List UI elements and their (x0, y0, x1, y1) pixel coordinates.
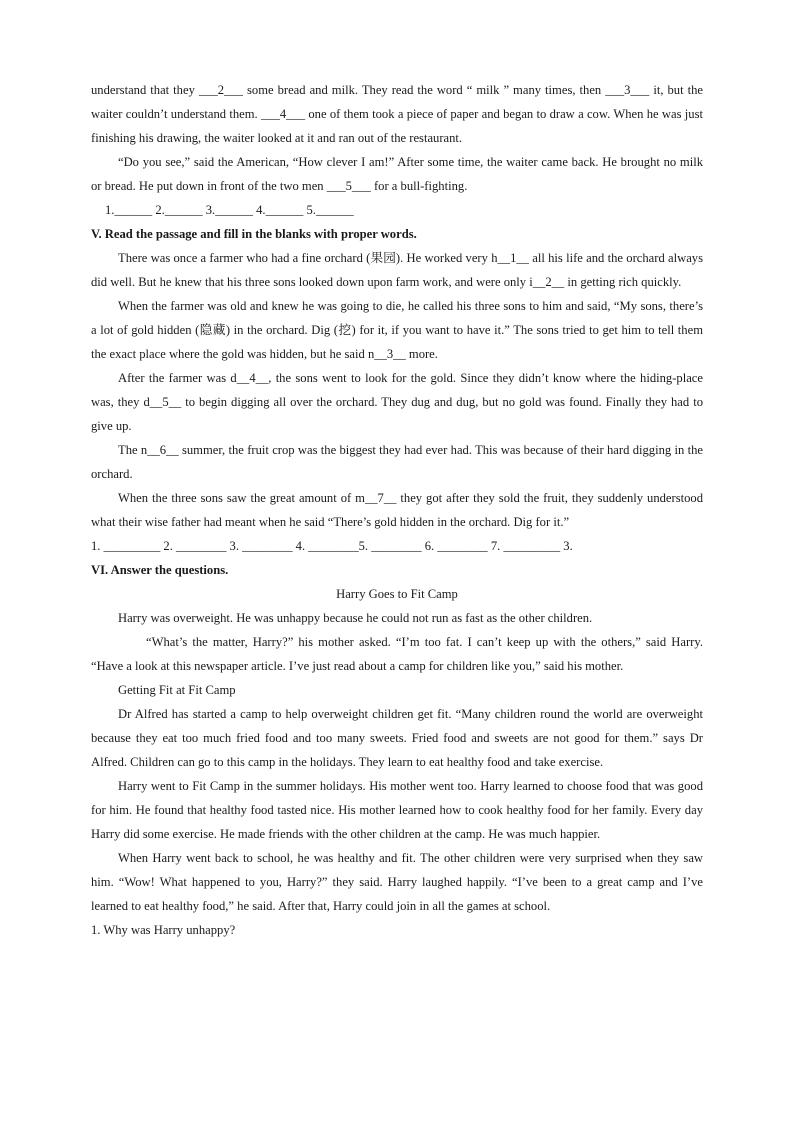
answer-blanks: 1.______ 2.______ 3.______ 4.______ 5.______ (105, 203, 354, 217)
question-item: 1. Why was Harry unhappy? (91, 923, 236, 937)
passage-line: “Do you see,” said the American, “How clever I am!” After some time, the waiter came back. He brought no milk or bread. He put down in front of the two men ___5___ for a bull-fighting. (91, 155, 703, 193)
story-paragraph: When Harry went back to school, he was healthy and fit. The other children were very surprised when they saw him. “Wow! What happened to you, Harry?” they said. Harry laughed happily. “I’ve been to a great camp and I’ve learned to eat healthy food,” he said. After that, Harry could join in all the games at school. (91, 851, 703, 913)
passage-paragraph: When the three sons saw the great amount of m__7__ they got after they sold the fruit, they suddenly understood what their wise father had meant when he said “There’s gold hidden in the orchard. Dig for it.” (91, 491, 703, 529)
passage-paragraph: When the farmer was old and knew he was going to die, he called his three sons to him and said, “My sons, there’s a lot of gold hidden (隐藏) in the orchard. Dig (挖) for it, if you want to have it.” The sons tried to get him to tell them the exact place where the gold was hidden, but he said n__3__ more. (91, 299, 703, 361)
passage-paragraph: The n__6__ summer, the fruit crop was the biggest they had ever had. This was because of their hard digging in the orchard. (91, 443, 703, 481)
passage-paragraph: There was once a farmer who had a fine orchard (果园). He worked very h__1__ all his life and the orchard always did well. But he knew that his three sons looked down upon farm work, and were only i__2__ in getting rich quickly. (91, 251, 703, 289)
story-paragraph: Harry went to Fit Camp in the summer holidays. His mother went too. Harry learned to choose food that was good for him. He found that healthy food tasted nice. His mother learned how to cook healthy food for her family. Every day Harry did some exercise. He made friends with the other children at the camp. He was much happier. (91, 779, 703, 841)
document-page (91, 78, 703, 942)
passage-paragraph: After the farmer was d__4__, the sons went to look for the gold. Since they didn’t know where the hiding-place was, they d__5__ to begin digging all over the orchard. They dug and dug, but no gold was found. Finally they had to give up. (91, 371, 703, 433)
story-paragraph: Harry was overweight. He was unhappy because he could not run as fast as the other children. (118, 611, 593, 625)
section-heading: V. Read the passage and fill in the blanks with proper words. (91, 227, 417, 241)
article-title: Getting Fit at Fit Camp (118, 683, 236, 697)
story-paragraph: Dr Alfred has started a camp to help overweight children get fit. “Many children round the world are overweight because they eat too much fried food and too many sweets. Fried food and sweets are not good for them.” says Dr Alfred. Children can go to this camp in the holidays. They learn to eat healthy food and take exercise. (91, 707, 703, 769)
answer-blanks: 1. _________ 2. ________ 3. ________ 4. ________5. ________ 6. ________ 7. _________ 3. (91, 539, 573, 553)
passage-line: understand that they ___2___ some bread and milk. They read the word “ milk ” many times, then ___3___ it, but the waiter couldn’t understand them. ___4___ one of them took a piece of paper and began to draw a cow. When he was just finishing his drawing, the waiter looked at it and ran out of the restaurant. (91, 83, 703, 145)
story-title: Harry Goes to Fit Camp (336, 587, 458, 601)
section-heading: VI. Answer the questions. (91, 563, 229, 577)
story-paragraph: “What’s the matter, Harry?” his mother asked. “I’m too fat. I can’t keep up with the others,” said Harry. “Have a look at this newspaper article. I’ve just read about a camp for children like you,” said his mother. (91, 635, 703, 673)
